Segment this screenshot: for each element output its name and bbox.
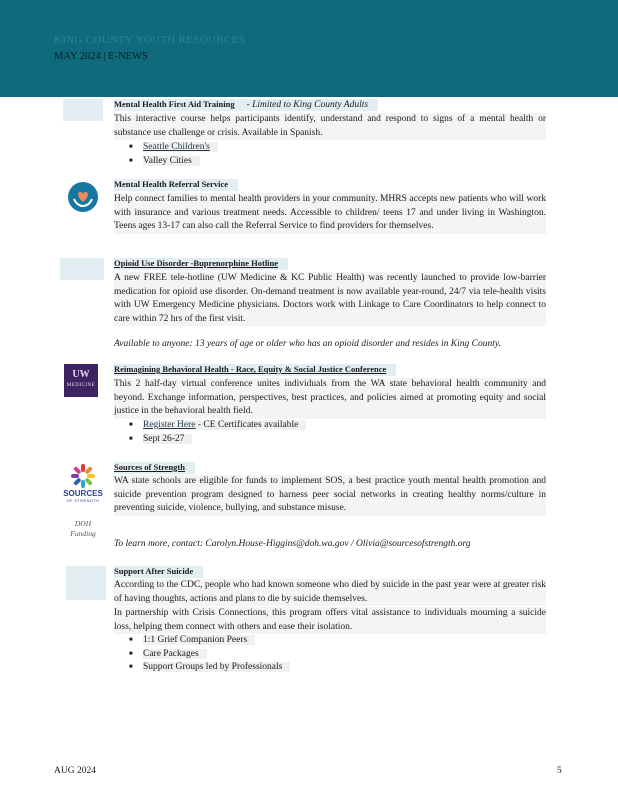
list-item-text: - CE Certificates available	[195, 420, 299, 430]
logo-text: SOURCES	[63, 489, 103, 498]
bullet-icon: ■	[129, 144, 133, 150]
services-list	[128, 634, 290, 675]
list-item-text: 1:1 Grief Companion Peers	[143, 635, 255, 645]
funding-text: DOH	[74, 519, 92, 528]
section-title-text: Mental Health First Aid Training	[114, 99, 235, 109]
section-title	[114, 462, 195, 474]
heart-hands-icon	[67, 181, 99, 213]
provider-label: Valley Cities	[143, 156, 200, 166]
provider-link[interactable]: Seattle Children's	[143, 142, 218, 152]
section-tagline: - Limited to King County Adults	[246, 100, 369, 110]
section-title-text: Opioid Use Disorder -Buprenorphine Hotline	[114, 258, 279, 268]
list-item	[128, 661, 290, 675]
list-item	[128, 648, 290, 662]
list-item	[128, 155, 218, 169]
uw-medicine-logo	[64, 364, 98, 397]
page-header	[0, 0, 618, 97]
footer-date: AUG 2024	[54, 766, 96, 776]
section-body: Help connect families to mental health providers in your community. MHRS accepts new patients who will work with insurance and various treatment needs. Accessible to children/ teens 17 and under living in Washington. Teens ages 13-17 can also call the Referral Service to find providers for themselves.	[114, 193, 546, 234]
section-title	[114, 258, 288, 270]
section-title	[114, 364, 396, 376]
section-icon-placeholder	[66, 566, 106, 600]
bullet-icon: ■	[129, 435, 133, 442]
list-item-text: Care Packages	[143, 649, 207, 659]
list-item[interactable]	[128, 419, 306, 433]
contact-note: To learn more, contact: Carolyn.House-Higgins@doh.wa.gov / Olivia@sourcesofstrength.org	[114, 539, 471, 549]
section-title	[114, 566, 203, 578]
section-body: WA state schools are eligible for funds to implement SOS, a best practice youth mental health promotion and suicide prevention program designed to harness peer social networks in creating healthy norms/culture in preventing suicide, violence, bullying, and substance misuse.	[114, 475, 546, 516]
bullet-icon: ■	[129, 650, 133, 657]
newsletter-date: MAY 2024 | E-NEWS	[54, 51, 148, 62]
newsletter-title: KING COUNTY YOUTH RESOURCES	[54, 34, 245, 46]
section-body: This 2 half-day virtual conference unites individuals from the WA state behavioral health community and beyond. Exchange information, perspectives, best practices, and policies aimed at promoting equity and social justice in the behavioral health field.	[114, 378, 546, 419]
bullet-icon: ■	[129, 637, 133, 643]
funding-label	[62, 519, 104, 539]
section-title-text: Support After Suicide	[114, 566, 194, 576]
register-link[interactable]: Register Here	[143, 420, 196, 430]
logo-text: UW	[72, 369, 90, 380]
section-icon-placeholder	[60, 258, 104, 280]
list-item	[128, 433, 306, 447]
section-title-text: Sources of Strength	[114, 462, 185, 472]
funding-text: Funding	[70, 529, 96, 538]
event-details-list	[128, 419, 306, 446]
provider-list	[128, 141, 218, 168]
list-item	[128, 634, 290, 648]
section-title-text: Reimagining Behavioral Health - Race, Equity & Social Justice Conference	[114, 364, 387, 374]
bullet-icon: ■	[129, 157, 133, 164]
list-item-text: Support Groups led by Professionals	[143, 662, 290, 672]
bullet-icon: ■	[129, 664, 133, 670]
section-body: A new FREE tele-hotline (UW Medicine & KC Public Health) was recently launched to provide low-barrier medication for opioid use disorder. On-demand treatment is now available year-round, 24/7 via tele-health visits with UW Emergency Medicine physicians. Doctors work with Linkage to Care Coordinators to help connect to care within 72 hrs of the first visit.	[114, 272, 546, 326]
section-body: In partnership with Crisis Connections, this program offers vital assistance to individuals mourning a suicide loss, helping them connect with others and ease their isolation.	[114, 607, 546, 634]
logo-subtext: MEDICINE	[66, 383, 96, 388]
sources-of-strength-logo-icon	[70, 463, 96, 489]
section-title-text: Mental Health Referral Service	[114, 179, 228, 189]
logo-subtext: OF STRENGTH	[66, 498, 100, 503]
section-body: According to the CDC, people who had known someone who died by suicide in the past year were at greater risk of having thoughts, actions and plans to die by suicide themselves.	[114, 579, 546, 606]
section-body: This interactive course helps participants identify, understand and respond to signs of a mental health or substance use challenge or crisis. Available in Spanish.	[114, 113, 546, 140]
sos-logo-text	[62, 489, 104, 503]
section-note: Available to anyone: 13 years of age or older who has an opioid disorder and resides in King County.	[114, 339, 501, 349]
section-icon-placeholder	[63, 99, 103, 121]
list-item[interactable]	[128, 141, 218, 155]
section-title	[114, 99, 378, 111]
list-item-text: Sept 26-27	[143, 434, 192, 444]
page-number: 5	[557, 766, 562, 776]
bullet-icon: ■	[129, 422, 133, 428]
section-title	[114, 179, 238, 191]
